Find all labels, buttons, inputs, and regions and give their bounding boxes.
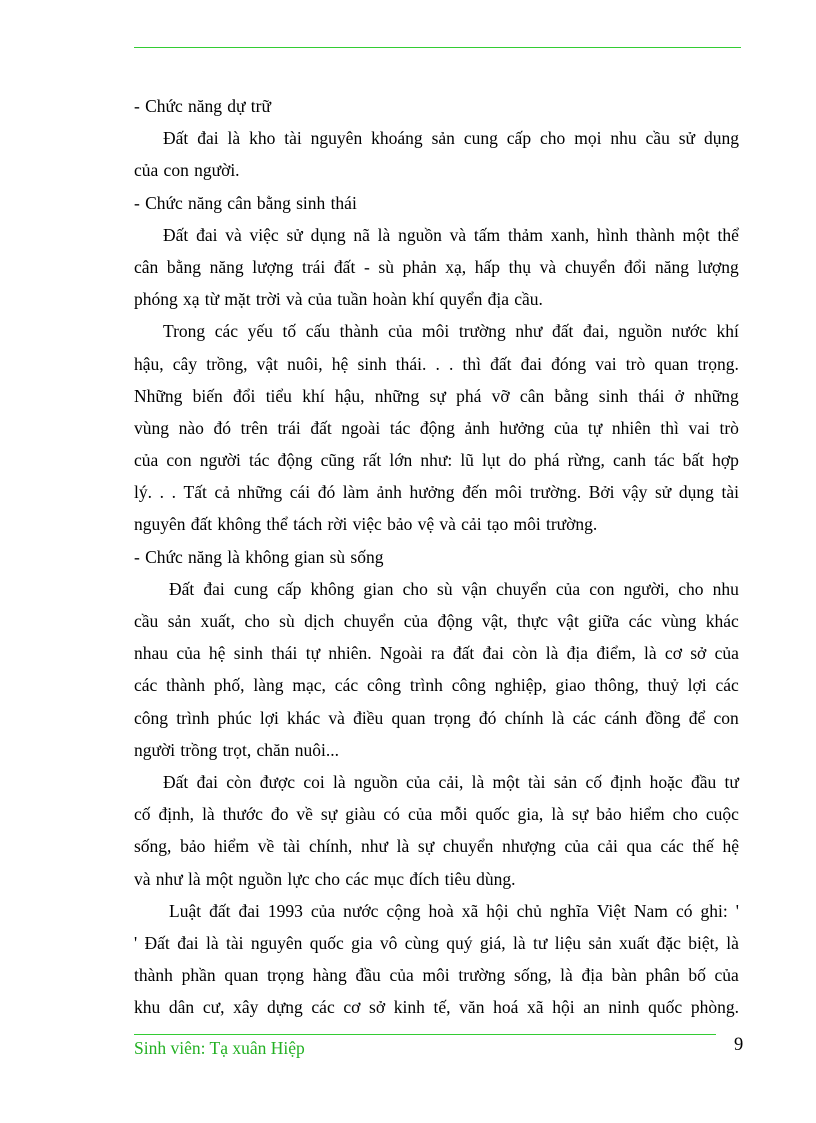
header-rule bbox=[134, 47, 741, 48]
text-line: các thành phố, làng mạc, các công trình công nghiệp, giao thông, thuỷ lợi các bbox=[134, 675, 739, 696]
text-line: Trong các yếu tố cấu thành của môi trường như đất đai, nguồn nước khí bbox=[163, 321, 739, 342]
text-line: sống, bảo hiểm về tài chính, như là sự chuyển nhượng của cải qua các thế hệ bbox=[134, 836, 739, 857]
text-line: Đất đai là kho tài nguyên khoáng sản cung cấp cho mọi nhu cầu sử dụng bbox=[163, 128, 739, 149]
document-body bbox=[134, 90, 739, 1023]
text-line: của con người. bbox=[134, 160, 240, 181]
footer-student-name: Sinh viên: Tạ xuân Hiệp bbox=[134, 1038, 305, 1058]
text-line: khu dân cư, xây dựng các cơ sở kinh tế, văn hoá xã hội an ninh quốc phòng. bbox=[134, 997, 739, 1018]
text-line: nhau của hệ sinh thái tự nhiên. Ngoài ra đất đai còn là địa điểm, là cơ sở của bbox=[134, 643, 739, 664]
text-line: Đất đai còn được coi là nguồn của cải, là một tài sản cố định hoặc đầu tư bbox=[163, 771, 739, 792]
text-line: của con người tác động cũng rất lớn như: lũ lụt do phá rừng, canh tác bất hợp bbox=[134, 450, 739, 471]
text-line: cầu sản xuất, cho sù dịch chuyển của động vật, thực vật giữa các vùng khác bbox=[134, 611, 739, 631]
text-line: ' Đất đai là tài nguyên quốc gia vô cùng quý giá, là tư liệu sản xuất đặc biệt, là bbox=[134, 932, 739, 953]
text-line: thành phần quan trọng hàng đầu của môi trường sống, là địa bàn phân bố của bbox=[134, 965, 739, 986]
page-number: 9 bbox=[734, 1035, 744, 1055]
text-line: hậu, cây trồng, vật nuôi, hệ sinh thái. . . thì đất đai đóng vai trò quan trọng. bbox=[134, 353, 739, 374]
text-line: Luật đất đai 1993 của nước cộng hoà xã hội chủ nghĩa Việt Nam có ghi: ' bbox=[169, 900, 739, 921]
text-line: phóng xạ từ mặt trời và của tuần hoàn khí quyển địa cầu. bbox=[134, 289, 543, 310]
text-line: lý. . . Tất cả những cái đó làm ảnh hưởng đến môi trường. Bởi vậy sử dụng tài bbox=[134, 482, 739, 503]
text-line: Đất đai cung cấp không gian cho sù vận chuyển của con người, cho nhu bbox=[169, 578, 739, 599]
text-line: cân bằng năng lượng trái đất - sù phản xạ, hấp thụ và chuyển đổi năng lượng bbox=[134, 256, 739, 277]
text-line: vùng nào đó trên trái đất ngoài tác động ảnh hưởng của tự nhiên thì vai trò bbox=[134, 417, 739, 438]
footer-rule bbox=[134, 1034, 716, 1035]
text-line: Những biến đổi tiểu khí hậu, những sự phá vỡ cân bằng sinh thái ở những bbox=[134, 385, 739, 406]
text-line: cố định, là thước đo về sự giàu có của mỗi quốc gia, là sự bảo hiểm cho cuộc bbox=[134, 804, 739, 825]
text-line: và như là một nguồn lực cho các mục đích tiêu dùng. bbox=[134, 868, 516, 889]
text-line: - Chức năng cân bằng sinh thái bbox=[134, 192, 357, 213]
text-line: công trình phúc lợi khác và điều quan trọng đó chính là các cánh đồng để con bbox=[134, 707, 739, 728]
text-line: - Chức năng dự trữ bbox=[134, 96, 271, 116]
text-line: nguyên đất không thể tách rời việc bảo vệ và cải tạo môi trường. bbox=[134, 514, 598, 535]
text-line: Đất đai và việc sử dụng nã là nguồn và tấm thảm xanh, hình thành một thể bbox=[163, 224, 739, 245]
text-line: - Chức năng là không gian sù sống bbox=[134, 546, 384, 567]
text-line: người trồng trọt, chăn nuôi... bbox=[134, 739, 340, 760]
